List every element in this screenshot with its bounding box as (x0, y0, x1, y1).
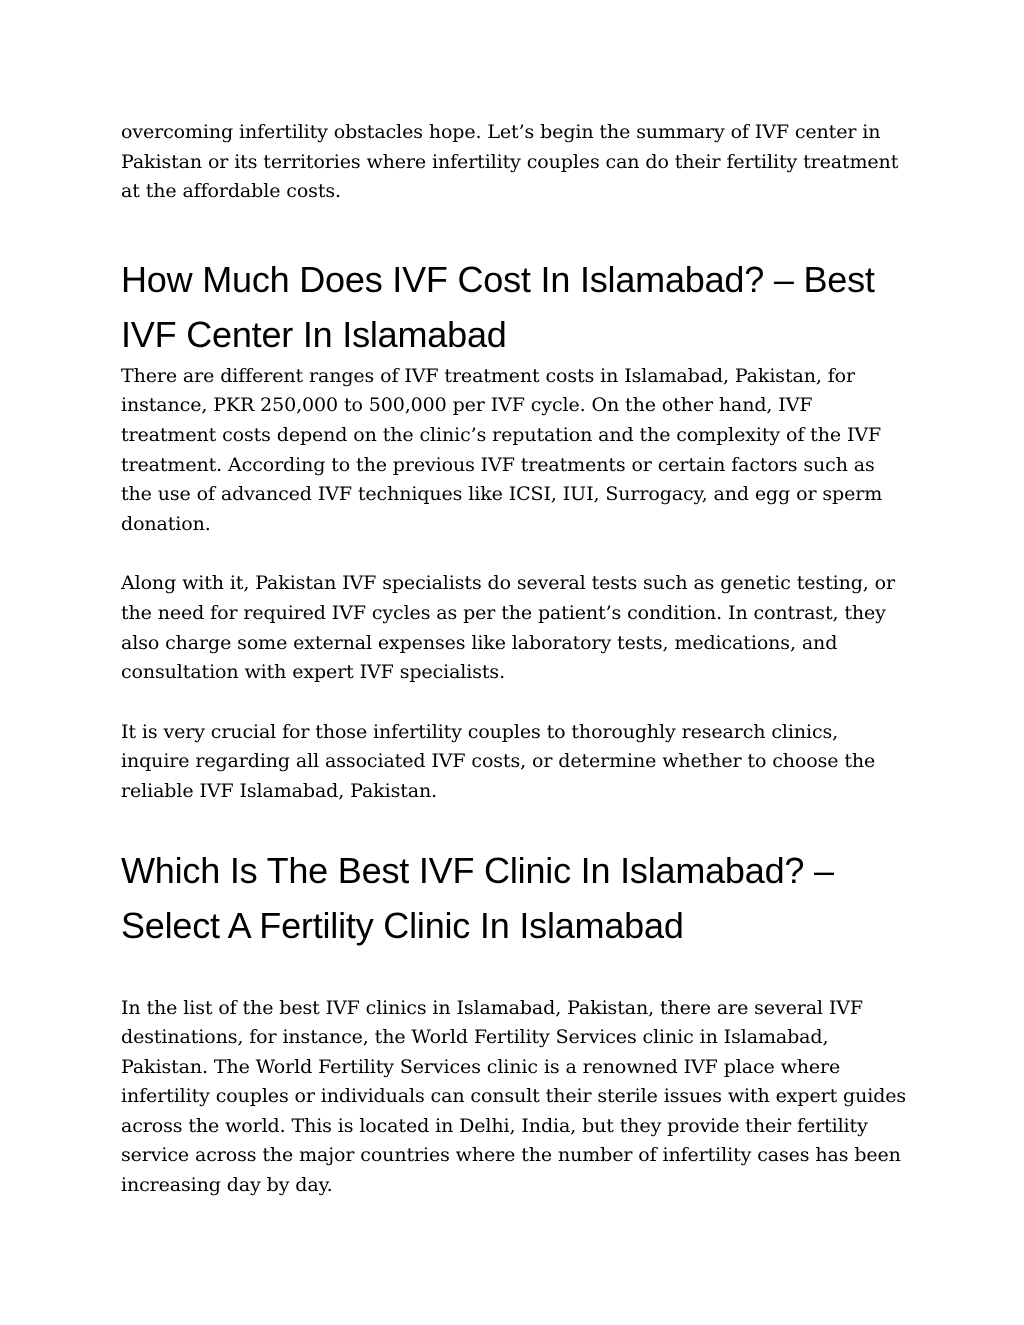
spacer (121, 688, 911, 718)
spacer (121, 807, 911, 843)
section-heading-best-clinic: Which Is The Best IVF Clinic In Islamabad? – Select A Fertility Clinic In Islamabad (121, 849, 834, 946)
intro-paragraph: overcoming infertility obstacles hope. Let’s begin the summary of IVF center in Pakistan or its territories where infertility couples can do their fertility treatment at the affordable costs. (121, 121, 899, 203)
spacer (121, 539, 911, 569)
section1-paragraph-1: There are different ranges of IVF treatment costs in Islamabad, Pakistan, for instance, PKR 250,000 to 500,000 per IVF cycle. On the other hand, IVF treatment costs depend on the clinic’s reputation and the complexity of the IVF treatment. According to the previous IVF treatments or certain factors such as the use of advanced IVF techniques like ICSI, IUI, Surrogacy, and egg or sperm donation. (121, 364, 883, 535)
section1-paragraph-2: Along with it, Pakistan IVF specialists do several tests such as genetic testing, or the need for required IVF cycles as per the patient’s condition. In contrast, they also charge some external expenses like laboratory tests, medications, and consultation with expert IVF specialists. (121, 572, 895, 684)
section-heading-ivf-cost: How Much Does IVF Cost In Islamabad? – Best IVF Center In Islamabad (121, 258, 875, 355)
section1-paragraph-3: It is very crucial for those infertility couples to thoroughly research clinics, inquire regarding all associated IVF costs, or determine whether to choose the reliable IVF Islamabad, Pakistan. (121, 720, 876, 802)
document-page (121, 118, 911, 1201)
spacer (121, 207, 911, 252)
section2-paragraph-1: In the list of the best IVF clinics in Islamabad, Pakistan, there are several IVF destinations, for instance, the World Fertility Services clinic in Islamabad, Pakistan. The World Fertility Services clinic is a renowned IVF place where infertility couples or individuals can consult their sterile issues with expert guides across the world. This is located in Delhi, India, but they provide their fertility service across the major countries where the number of infertility cases has been increasing day by day. (121, 996, 907, 1197)
spacer (121, 953, 911, 994)
